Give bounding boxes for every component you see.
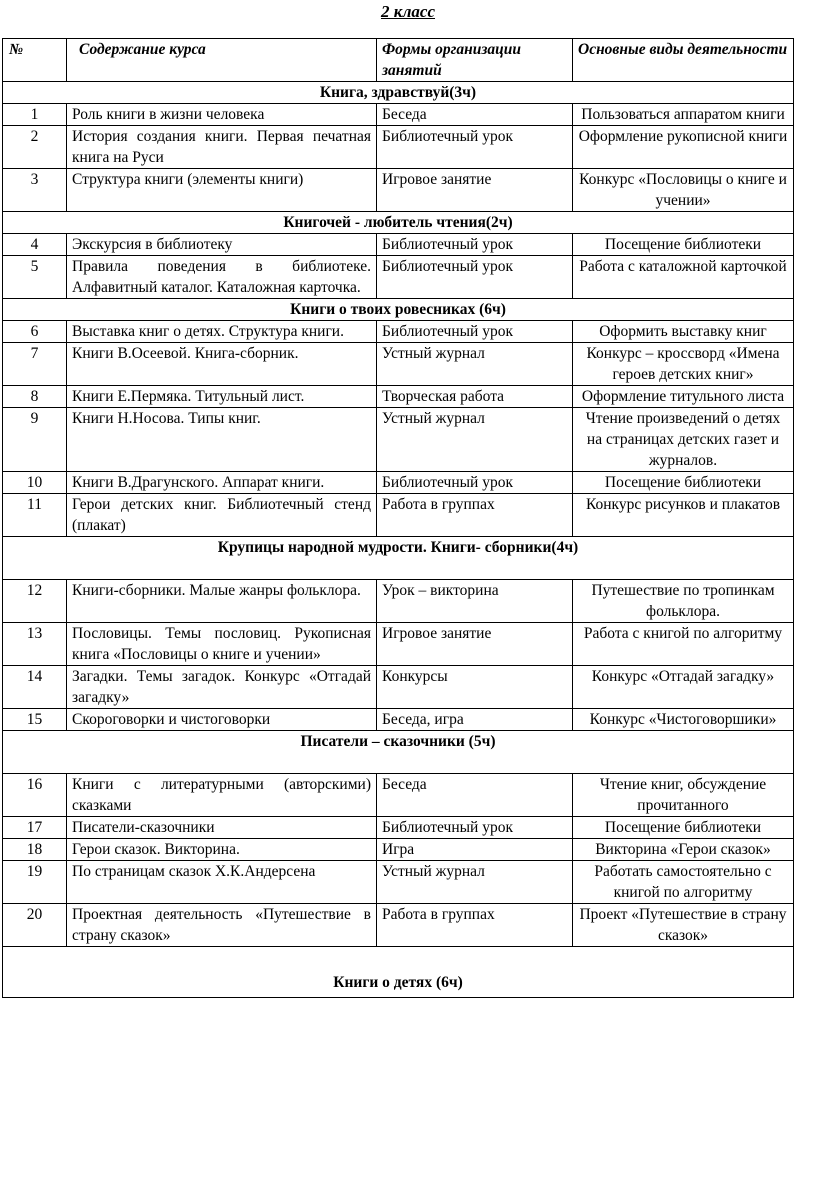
section-title: Книги о детях (6ч) [3,947,794,998]
row-activity: Чтение книг, обсуждение прочитанного [573,774,794,817]
header-form: Формы организации занятий [377,39,573,82]
row-content: Книги В.Драгунского. Аппарат книги. [67,472,377,494]
table-row [3,709,794,731]
row-number: 6 [3,321,67,343]
section-row [3,537,794,580]
row-form: Игровое занятие [377,623,573,666]
table-header [3,39,794,82]
row-form: Устный журнал [377,343,573,386]
table-row [3,169,794,212]
header-content: Содержание курса [67,39,377,82]
row-activity: Работа с книгой по алгоритму [573,623,794,666]
table-row [3,104,794,126]
row-activity: Пользоваться аппаратом книги [573,104,794,126]
row-activity: Конкурс рисунков и плакатов [573,494,794,537]
row-content: Загадки. Темы загадок. Конкурс «Отгадай загадку» [67,666,377,709]
row-activity: Работа с каталожной карточкой [573,256,794,299]
row-activity: Конкурс «Отгадай загадку» [573,666,794,709]
row-number: 2 [3,126,67,169]
row-number: 16 [3,774,67,817]
row-activity: Путешествие по тропинкам фольклора. [573,580,794,623]
row-form: Библиотечный урок [377,472,573,494]
row-number: 18 [3,839,67,861]
row-activity: Посещение библиотеки [573,472,794,494]
row-number: 11 [3,494,67,537]
row-content: Герои сказок. Викторина. [67,839,377,861]
section-row [3,947,794,998]
header-activity: Основные виды деятельности [573,39,794,82]
row-number: 4 [3,234,67,256]
row-content: История создания книги. Первая печатная книга на Руси [67,126,377,169]
table-row [3,580,794,623]
section-title: Книги о твоих ровесниках (6ч) [3,299,794,321]
table-row [3,343,794,386]
row-activity: Чтение произведений о детях на страницах детских газет и журналов. [573,408,794,472]
row-content: Проектная деятельность «Путешествие в страну сказок» [67,904,377,947]
row-activity: Конкурс – кроссворд «Имена героев детских книг» [573,343,794,386]
table-row [3,494,794,537]
header-number: № [3,39,67,82]
table-row [3,126,794,169]
curriculum-table [2,38,794,998]
row-number: 14 [3,666,67,709]
section-row [3,731,794,774]
table-row [3,256,794,299]
section-title: Крупицы народной мудрости. Книги- сборники(4ч) [3,537,794,580]
row-number: 5 [3,256,67,299]
row-form: Беседа [377,104,573,126]
row-form: Устный журнал [377,408,573,472]
row-number: 20 [3,904,67,947]
row-number: 19 [3,861,67,904]
section-title: Писатели – сказочники (5ч) [3,731,794,774]
row-number: 8 [3,386,67,408]
table-row [3,408,794,472]
row-number: 10 [3,472,67,494]
table-row [3,904,794,947]
row-form: Устный журнал [377,861,573,904]
row-activity: Проект «Путешествие в страну сказок» [573,904,794,947]
row-content: Роль книги в жизни человека [67,104,377,126]
table-row [3,472,794,494]
row-form: Библиотечный урок [377,817,573,839]
row-content: Писатели-сказочники [67,817,377,839]
row-content: Книги Н.Носова. Типы книг. [67,408,377,472]
row-content: Герои детских книг. Библиотечный стенд (плакат) [67,494,377,537]
table-row [3,386,794,408]
row-activity: Оформить выставку книг [573,321,794,343]
table-row [3,666,794,709]
row-activity: Конкурс «Пословицы о книге и учении» [573,169,794,212]
row-content: По страницам сказок Х.К.Андерсена [67,861,377,904]
section-row [3,299,794,321]
row-number: 12 [3,580,67,623]
row-form: Игровое занятие [377,169,573,212]
row-activity: Конкурс «Чистоговоршики» [573,709,794,731]
section-row [3,82,794,104]
table-row [3,839,794,861]
table-row [3,623,794,666]
row-content: Экскурсия в библиотеку [67,234,377,256]
row-form: Творческая работа [377,386,573,408]
row-form: Библиотечный урок [377,256,573,299]
table-row [3,861,794,904]
table-body [3,82,794,998]
row-number: 1 [3,104,67,126]
row-number: 15 [3,709,67,731]
row-form: Конкурсы [377,666,573,709]
row-number: 9 [3,408,67,472]
section-row [3,212,794,234]
row-number: 17 [3,817,67,839]
row-content: Правила поведения в библиотеке. Алфавитный каталог. Каталожная карточка. [67,256,377,299]
row-form: Игра [377,839,573,861]
row-activity: Оформление титульного листа [573,386,794,408]
row-activity: Работать самостоятельно с книгой по алгоритму [573,861,794,904]
section-title: Книгочей - любитель чтения(2ч) [3,212,794,234]
row-form: Библиотечный урок [377,321,573,343]
row-content: Книги Е.Пермяка. Титульный лист. [67,386,377,408]
row-activity: Викторина «Герои сказок» [573,839,794,861]
row-number: 3 [3,169,67,212]
row-content: Выставка книг о детях. Структура книги. [67,321,377,343]
table-row [3,321,794,343]
row-activity: Посещение библиотеки [573,817,794,839]
table-row [3,234,794,256]
row-form: Урок – викторина [377,580,573,623]
row-form: Работа в группах [377,494,573,537]
row-content: Книги-сборники. Малые жанры фольклора. [67,580,377,623]
row-activity: Посещение библиотеки [573,234,794,256]
row-form: Библиотечный урок [377,126,573,169]
row-number: 7 [3,343,67,386]
row-form: Работа в группах [377,904,573,947]
row-form: Беседа, игра [377,709,573,731]
row-form: Беседа [377,774,573,817]
table-row [3,774,794,817]
table-row [3,817,794,839]
row-number: 13 [3,623,67,666]
row-content: Пословицы. Темы пословиц. Рукописная книга «Пословицы о книге и учении» [67,623,377,666]
page-title: 2 класс [380,2,436,21]
row-content: Книги В.Осеевой. Книга-сборник. [67,343,377,386]
row-content: Книги с литературными (авторскими) сказками [67,774,377,817]
row-form: Библиотечный урок [377,234,573,256]
row-content: Скороговорки и чистоговорки [67,709,377,731]
row-activity: Оформление рукописной книги [573,126,794,169]
section-title: Книга, здравствуй(3ч) [3,82,794,104]
row-content: Структура книги (элементы книги) [67,169,377,212]
